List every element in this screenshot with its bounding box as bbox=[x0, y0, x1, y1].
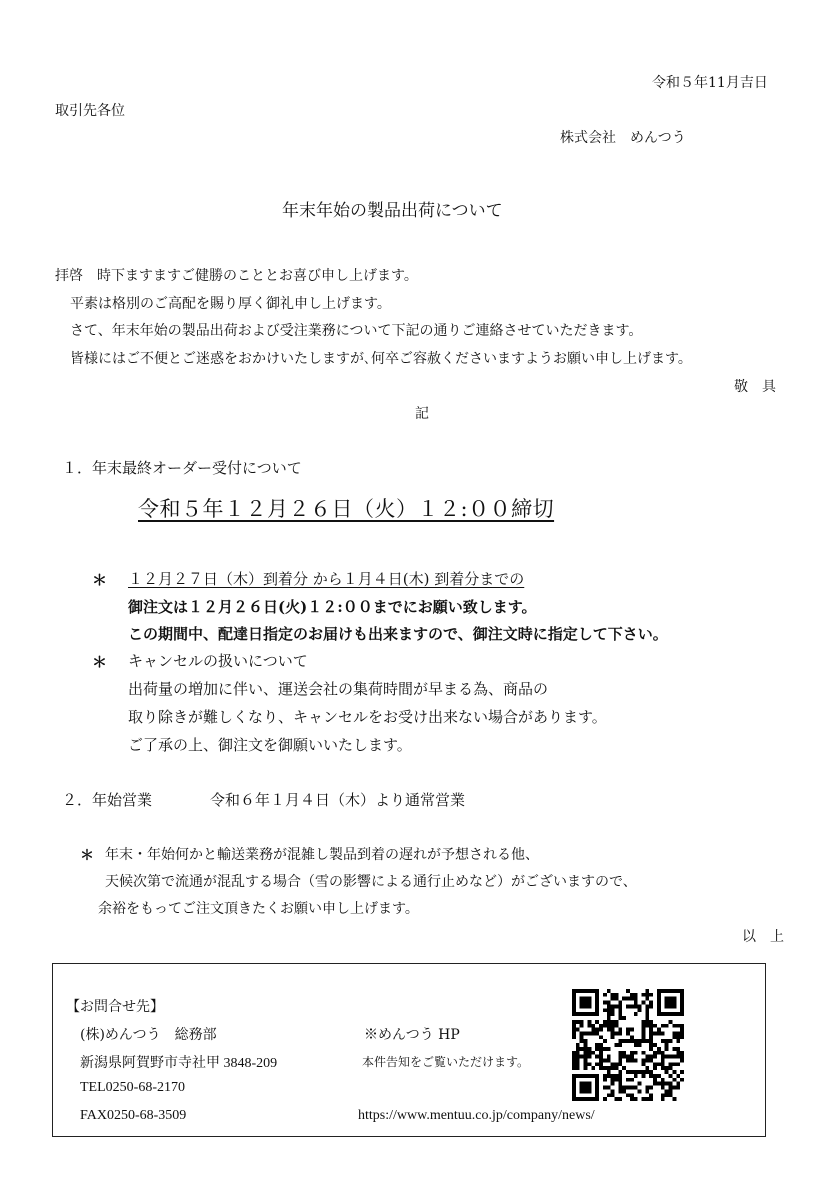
bullet1-line-3: この期間中、配達日指定のお届けも出来ますので、御注文時に指定して下さい。 bbox=[128, 625, 668, 643]
note-line-3: 余裕をもってご注文頂きたくお願い申し上げます。 bbox=[98, 901, 419, 917]
section1-heading: １．年末最終オーダー受付について bbox=[62, 459, 302, 477]
closing-keigu: 敬 具 bbox=[734, 379, 776, 395]
order-deadline: 令和５年１２月２６日（火）１２:００締切 bbox=[138, 497, 555, 521]
note-line-1: 年末・年始何かと輸送業務が混雑し製品到着の遅れが予想される他、 bbox=[105, 847, 539, 863]
closing-ijou: 以 上 bbox=[742, 929, 784, 945]
bullet2-title: キャンセルの扱いについて bbox=[128, 652, 308, 670]
greeting-line-3: さて、年末年始の製品出荷および受注業務について下記の通りご連絡させていただきます。 bbox=[70, 323, 643, 339]
bullet1-line-2: 御注文は１２月２６日(火)１２:００までにお願い致します。 bbox=[128, 598, 537, 616]
note-mark: ＊ bbox=[80, 848, 94, 864]
contact-company: (株)めんつう 総務部 bbox=[80, 1027, 217, 1043]
bullet-mark: ＊ bbox=[92, 571, 108, 589]
qr-code[interactable] bbox=[572, 989, 684, 1101]
bullet1-line-1: １２月２７日（木）到着分 から１月４日(木) 到着分までの bbox=[128, 570, 525, 588]
hp-note: 本件告知をご覧いただけます。 bbox=[362, 1055, 530, 1069]
contact-fax: FAX0250-68-3509 bbox=[80, 1108, 187, 1123]
section2-heading: ２．年始営業 bbox=[62, 791, 153, 809]
business-start: 令和６年１月４日（木）より通常営業 bbox=[210, 791, 466, 809]
note-line-2: 天候次第で流通が混乱する場合（雪の影響による通行止めなど）がございますので、 bbox=[105, 874, 637, 890]
contact-heading: 【お問合せ先】 bbox=[66, 999, 164, 1015]
bullet2-line-1: 出荷量の増加に伴い、運送会社の集荷時間が早まる為、商品の bbox=[128, 680, 549, 698]
date: 令和５年11月吉日 bbox=[652, 75, 768, 91]
hp-label: ※めんつう HP bbox=[364, 1027, 460, 1043]
contact-address: 新潟県阿賀野市寺社甲 3848-209 bbox=[80, 1056, 278, 1071]
greeting-line-1: 拝啓 時下ますますご健勝のこととお喜び申し上げます。 bbox=[55, 268, 418, 284]
bullet2-line-2: 取り除きが難しくなり、キャンセルをお受け出来ない場合があります。 bbox=[128, 708, 607, 726]
greeting-line-4: 皆様にはご不便とご迷惑をおかけいたしますが､何卒ご容赦くださいますようお願い申し上げます。 bbox=[70, 351, 692, 367]
sender: 株式会社 めんつう bbox=[560, 130, 686, 146]
hp-url[interactable]: https://www.mentuu.co.jp/company/news/ bbox=[358, 1108, 595, 1123]
ki-marker: 記 bbox=[415, 406, 429, 422]
contact-tel: TEL0250-68-2170 bbox=[80, 1080, 185, 1095]
bullet-mark: ＊ bbox=[92, 653, 108, 671]
document-title: 年末年始の製品出荷について bbox=[282, 201, 503, 221]
recipient: 取引先各位 bbox=[55, 103, 125, 119]
greeting-line-2: 平素は格別のご高配を賜り厚く御礼申し上げます。 bbox=[70, 296, 391, 312]
bullet2-line-3: ご了承の上、御注文を御願いいたします。 bbox=[128, 736, 412, 754]
